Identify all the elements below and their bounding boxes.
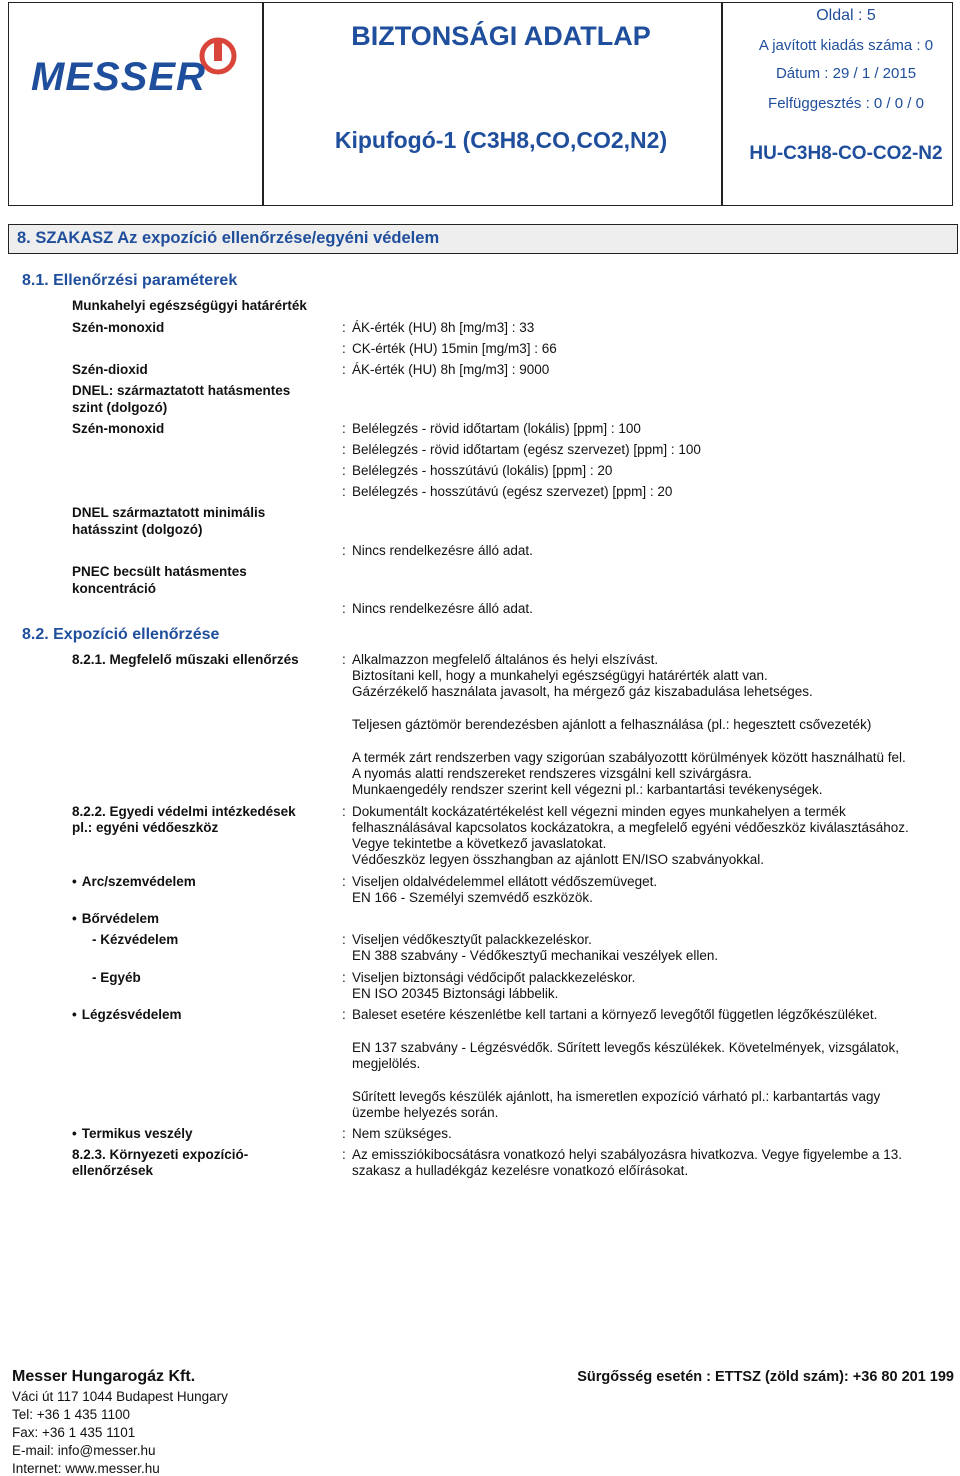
eye-protection-text: Viseljen oldalvédelemmel ellátott védőszemüveget. xyxy=(352,874,658,889)
footer-company: Messer Hungarogáz Kft. xyxy=(12,1368,196,1385)
oel-subheading: Munkahelyi egészségügyi határérték xyxy=(72,298,307,313)
section-title-bar xyxy=(8,224,958,254)
dnel-label: DNEL: származtatott hatásmentes xyxy=(72,383,291,398)
ppe-text: Védőeszköz legyen összhangban az ajánlott EN/ISO szabványokkal. xyxy=(352,852,764,867)
company-logo: MESSER xyxy=(31,55,206,99)
dnel-value: Belélegzés - hosszútávú (egész szervezet) [ppm] : 20 xyxy=(352,484,673,499)
dnel-value: Belélegzés - rövid időtartam (lokális) [ppm] : 100 xyxy=(352,421,641,436)
eng-controls-label: 8.2.1. Megfelelő műszaki ellenőrzés xyxy=(72,652,299,667)
eng-controls-text: A nyomás alatti rendszereket rendszeres vizsgálni kell szivárgásra. xyxy=(352,766,752,781)
colon: : xyxy=(342,932,346,947)
colon: : xyxy=(342,1147,346,1162)
dnel-value: Belélegzés - rövid időtartam (egész szervezet) [ppm] : 100 xyxy=(352,442,701,457)
footer-tel: Tel: +36 1 435 1100 xyxy=(12,1407,130,1422)
ppe-text: Dokumentált kockázatértékelést kell végezni minden egyes munkahelyen a termék xyxy=(352,804,846,819)
header-divider xyxy=(262,3,264,205)
revision-number: A javított kiadás száma : 0 xyxy=(758,37,934,54)
colon: : xyxy=(342,442,346,457)
env-controls-label: 8.2.3. Környezeti expozíció- xyxy=(72,1147,249,1162)
hand-protection-text: Viseljen védőkesztyűt palackkezeléskor. xyxy=(352,932,592,947)
dnel-co-label: Szén-monoxid xyxy=(72,421,165,436)
respiratory-protection-label: • Légzésvédelem xyxy=(72,1007,182,1022)
pnec-label: PNEC becsült hatásmentes xyxy=(72,564,247,579)
product-name: Kipufogó-1 (C3H8,CO,CO2,N2) xyxy=(334,127,668,153)
other-protection-text: EN ISO 20345 Biztonsági lábbelik. xyxy=(352,986,559,1001)
footer-fax: Fax: +36 1 435 1101 xyxy=(12,1425,136,1440)
ppe-label-cont: pl.: egyéni védőeszköz xyxy=(72,820,219,835)
colon: : xyxy=(342,543,346,558)
dnel-label-cont: szint (dolgozó) xyxy=(72,400,168,415)
colon: : xyxy=(342,1126,346,1141)
suspension-date: Felfüggesztés : 0 / 0 / 0 xyxy=(768,95,924,112)
hand-protection-label: - Kézvédelem xyxy=(92,932,179,947)
eng-controls-text: Biztosítani kell, hogy a munkahelyi egészségügyi határérték alatt van. xyxy=(352,668,768,683)
pnec-label-cont: koncentráció xyxy=(72,581,157,596)
other-protection-text: Viseljen biztonsági védőcipőt palackkezeléskor. xyxy=(352,970,636,985)
footer-web: Internet: www.messer.hu xyxy=(12,1461,160,1476)
colon: : xyxy=(342,484,346,499)
colon: : xyxy=(342,463,346,478)
heading-8-1: 8.1. Ellenőrzési paraméterek xyxy=(22,272,238,289)
dmel-value: Nincs rendelkezésre álló adat. xyxy=(352,543,533,558)
hand-protection-text: EN 388 szabvány - Védőkesztyű mechanikai veszélyek ellen. xyxy=(352,948,719,963)
eng-controls-text: A termék zárt rendszerben vagy szigorúan szabályozottt körülmények között használhatü fel. xyxy=(352,750,906,765)
dmel-label: DNEL származtatott minimális xyxy=(72,505,266,520)
env-controls-text: szakasz a hulladékgáz kezelésre vonatkozó előírásokat. xyxy=(352,1163,689,1178)
eye-protection-text: EN 166 - Személyi szemvédő eszközök. xyxy=(352,890,593,905)
footer-email: E-mail: info@messer.hu xyxy=(12,1443,156,1458)
document-date: Dátum : 29 / 1 / 2015 xyxy=(775,65,917,82)
thermal-hazard-label: • Termikus veszély xyxy=(72,1126,193,1141)
env-controls-text: Az emissziókibocsátásra vonatkozó helyi szabályozásra hivatkozva. Vegye figyelembe a 13. xyxy=(352,1147,903,1162)
ppe-label: 8.2.2. Egyedi védelmi intézkedések xyxy=(72,804,296,819)
colon: : xyxy=(342,874,346,889)
dnel-value: Belélegzés - hosszútávú (lokális) [ppm] : 20 xyxy=(352,463,613,478)
colon: : xyxy=(342,601,346,616)
respiratory-protection-text: EN 137 szabvány - Légzésvédők. Sűrített levegős készülékek. Követelmények, vizsgálatok, xyxy=(352,1040,900,1055)
respiratory-protection-text: megjelölés. xyxy=(352,1056,421,1071)
section-title: 8. SZAKASZ Az expozíció ellenőrzése/egyéni védelem xyxy=(17,229,440,247)
env-controls-label-cont: ellenőrzések xyxy=(72,1163,154,1178)
colon: : xyxy=(342,652,346,667)
eye-protection-label: • Arc/szemvédelem xyxy=(72,874,196,889)
product-code: HU-C3H8-CO-CO2-N2 xyxy=(749,143,943,164)
footer-emergency: Sürgősség esetén : ETTSZ (zöld szám): +36 80 201 199 xyxy=(577,1369,954,1385)
co-label: Szén-monoxid xyxy=(72,320,165,335)
pnec-value: Nincs rendelkezésre álló adat. xyxy=(352,601,533,616)
co2-oel-8h: ÁK-érték (HU) 8h [mg/m3] : 9000 xyxy=(352,362,550,377)
colon: : xyxy=(342,1007,346,1022)
colon: : xyxy=(342,421,346,436)
respiratory-protection-text: üzembe helyezés során. xyxy=(352,1105,499,1120)
respiratory-protection-text: Sűrített levegős készülék ajánlott, ha ismeretlen expozíció várható pl.: karbantartás vagy xyxy=(352,1089,881,1104)
co-oel-8h: ÁK-érték (HU) 8h [mg/m3] : 33 xyxy=(352,320,535,335)
page-number: Oldal : 5 xyxy=(816,7,876,24)
other-protection-label: - Egyéb xyxy=(92,970,141,985)
eng-controls-text: Gázérzékelő használata javasolt, ha mérgező gáz kiszabadulása lehetséges. xyxy=(352,684,813,699)
eng-controls-text: Teljesen gáztömör berendezésben ajánlott a felhasználása (pl.: hegesztett csővezeték) xyxy=(352,717,872,732)
document-header xyxy=(8,2,953,206)
footer-address: Váci út 117 1044 Budapest Hungary xyxy=(12,1389,228,1404)
respiratory-protection-text: Baleset esetére készenlétbe kell tartani a környező levegőtől független légzőkészüléket. xyxy=(352,1007,878,1022)
eng-controls-text: Munkaengedély rendszer szerint kell végezni pl.: karbantartási tevékenységek. xyxy=(352,782,823,797)
colon: : xyxy=(342,320,346,335)
colon: : xyxy=(342,362,346,377)
dmel-label-cont: hatásszint (dolgozó) xyxy=(72,522,203,537)
colon: : xyxy=(342,341,346,356)
thermal-hazard-text: Nem szükséges. xyxy=(352,1126,452,1141)
skin-protection-label: • Bőrvédelem xyxy=(72,911,159,926)
document-title: BIZTONSÁGI ADATLAP xyxy=(351,21,651,51)
eng-controls-text: Alkalmazzon megfelelő általános és helyi elszívást. xyxy=(352,652,659,667)
colon: : xyxy=(342,970,346,985)
ppe-text: felhasználásával kapcsolatos kockázatokra, a megfelelő egyéni védőeszköz kiválasztásához. xyxy=(352,820,909,835)
colon: : xyxy=(342,804,346,819)
co2-label: Szén-dioxid xyxy=(72,362,148,377)
heading-8-2: 8.2. Expozíció ellenőrzése xyxy=(22,626,220,643)
ppe-text: Vegye tekintetbe a következő javaslatokat. xyxy=(352,836,607,851)
co-oel-15min: CK-érték (HU) 15min [mg/m3] : 66 xyxy=(352,341,557,356)
